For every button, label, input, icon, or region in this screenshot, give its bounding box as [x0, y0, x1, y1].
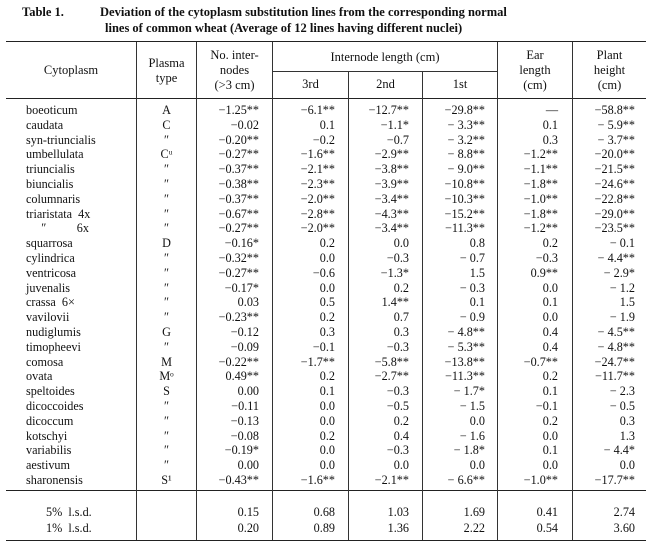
cell-ph: −20.0** [594, 147, 635, 162]
cell-i3: −1.6** [300, 473, 335, 487]
lsd-cell-ear: 0.41 [536, 505, 558, 519]
cell-ph: − 4.4** [597, 251, 635, 265]
cell-i3: −2.0** [300, 191, 335, 206]
cell-i1: 0.0 [469, 413, 485, 428]
cell-n: −0.32** [218, 251, 259, 265]
cell-i2: −3.9** [374, 177, 409, 191]
lsd-cell-ph: 3.60 [613, 521, 635, 535]
cell-i3: 0.1 [319, 117, 335, 132]
cell-i1: −11.3** [445, 369, 485, 384]
cell-i1: − 4.8** [447, 325, 485, 339]
cell-i2: −2.1** [374, 473, 409, 487]
cell-ear: 0.9** [530, 265, 558, 280]
header-plasma-type: Plasma type [148, 56, 185, 85]
cell-n: 0.03 [237, 295, 259, 310]
cell-type: ″ [163, 162, 170, 177]
cell-type: ″ [163, 177, 170, 191]
cell-i3: −0.2 [312, 132, 335, 147]
cell-n: 0.00 [237, 384, 259, 399]
cell-i1: − 0.9 [459, 310, 485, 325]
cell-n: −1.25** [218, 103, 259, 117]
cell-ear: 0.1 [542, 384, 558, 399]
cell-i2: −4.3** [374, 206, 409, 221]
cell-n: −0.38** [218, 177, 259, 191]
cell-cyto: crassa 6× [26, 295, 75, 310]
cell-i3: 0.0 [319, 251, 335, 265]
cell-ear: −1.8** [523, 206, 558, 221]
cell-i1: −11.3** [445, 221, 485, 236]
cell-ear: 0.2 [542, 369, 558, 384]
cell-i2: −5.8** [374, 354, 409, 369]
cell-cyto: ovata [26, 369, 53, 384]
cell-type: ″ [163, 458, 170, 473]
cell-ear: 0.1 [542, 295, 558, 310]
cell-type: ″ [163, 413, 170, 428]
cell-type: G [162, 325, 171, 339]
cell-i3: −2.8** [300, 206, 335, 221]
cell-type: Mᵒ [159, 369, 174, 384]
cell-type: S [163, 384, 170, 399]
lsd-cell-i1: 1.69 [463, 505, 485, 519]
cell-i1: − 1.8* [453, 443, 485, 458]
cell-ear: 0.2 [542, 413, 558, 428]
cell-i1: 0.1 [469, 295, 485, 310]
lsd-cell-i2: 1.03 [387, 505, 409, 519]
cell-ph: −29.0** [594, 206, 635, 221]
cell-i2: 0.7 [393, 310, 409, 325]
lsd-cell-i3: 0.89 [313, 521, 335, 535]
lsd-cell-n: 0.20 [237, 521, 259, 535]
cell-ph: − 0.1 [609, 236, 635, 251]
cell-n: −0.27** [218, 265, 259, 280]
cell-i1: 0.0 [469, 458, 485, 473]
cell-ear: 0.4 [542, 339, 558, 354]
cell-i1: − 0.7 [459, 251, 485, 265]
cell-i2: −0.7 [386, 132, 409, 147]
cell-i2: −0.3 [386, 443, 409, 458]
cell-i3: 0.0 [319, 399, 335, 413]
lsd-cell-label: 5% l.s.d. [46, 505, 92, 519]
cell-i3: −2.3** [300, 177, 335, 191]
cell-cyto: umbellulata [26, 147, 84, 162]
cell-i1: − 8.8** [447, 147, 485, 162]
cell-i3: 0.2 [319, 236, 335, 251]
cell-ear: −0.7** [523, 354, 558, 369]
lsd-cell-i1: 2.22 [463, 521, 485, 535]
table-bottom-rule [6, 540, 646, 541]
cell-ph: − 4.4* [603, 443, 635, 458]
cell-type: Cᵘ [160, 147, 173, 162]
cell-i2: −0.3 [386, 339, 409, 354]
cell-type: ″ [163, 428, 170, 443]
header-3rd: 3rd [302, 77, 319, 91]
cell-n: −0.27** [218, 221, 259, 236]
cell-cyto: triuncialis [26, 162, 75, 177]
cell-cyto: syn-triuncialis [26, 132, 96, 147]
cell-i1: 1.5 [469, 265, 485, 280]
caption-line-1: Deviation of the cytoplasm substitution lines from the corresponding normal [100, 5, 507, 19]
cell-i1: − 3.3** [447, 117, 485, 132]
cell-type: C [162, 117, 171, 132]
cell-i1: 0.8 [469, 236, 485, 251]
caption-label: Table 1. [22, 5, 64, 19]
cell-n: −0.09 [230, 339, 259, 354]
cell-n: −0.11 [231, 399, 259, 413]
cell-ph: − 2.9* [603, 265, 635, 280]
cell-type: D [162, 236, 171, 251]
cell-i1: −10.3** [444, 191, 485, 206]
cell-i2: 0.4 [393, 428, 409, 443]
table-caption [22, 4, 642, 36]
cell-type: ″ [163, 399, 170, 413]
cell-n: −0.37** [218, 162, 259, 177]
cell-i2: −1.3* [380, 265, 409, 280]
cell-i2: 0.2 [393, 413, 409, 428]
cell-i1: − 9.0** [447, 162, 485, 177]
cell-ph: − 1.2 [609, 280, 635, 295]
cell-ear: −1.0** [523, 191, 558, 206]
header-1st: 1st [452, 77, 468, 91]
cell-ear: — [545, 103, 558, 117]
cell-ph: −17.7** [594, 473, 635, 487]
cell-ph: −24.6** [594, 177, 635, 191]
cell-cyto: nudiglumis [26, 325, 81, 339]
lsd-cell-label: 1% l.s.d. [46, 521, 92, 535]
cell-n: −0.08 [230, 428, 259, 443]
cell-cyto: ″ 6x [26, 221, 89, 236]
header-cytoplasm: Cytoplasm [43, 63, 99, 77]
cell-i3: 0.2 [319, 428, 335, 443]
top-rule [6, 41, 646, 42]
cell-i3: 0.0 [319, 443, 335, 458]
cell-i2: −0.3 [386, 384, 409, 399]
cell-i2: 1.4** [381, 295, 409, 310]
cell-cyto: triaristata 4x [26, 206, 91, 221]
cell-i1: −29.8** [444, 103, 485, 117]
cell-i1: − 0.3 [459, 280, 485, 295]
header-plant-height: Plant height (cm) [593, 48, 626, 92]
cell-ear: −1.2** [523, 221, 558, 236]
cell-cyto: speltoides [26, 384, 75, 399]
cell-i1: − 1.7* [453, 384, 485, 399]
cell-ph: 0.0 [619, 458, 635, 473]
cell-n: 0.49** [225, 369, 259, 384]
cell-i2: −3.4** [374, 221, 409, 236]
cell-n: −0.12 [230, 325, 259, 339]
cell-i3: 0.0 [319, 413, 335, 428]
cell-i1: − 1.5 [459, 399, 485, 413]
cell-ph: 0.3 [619, 413, 635, 428]
cell-i3: 0.1 [319, 384, 335, 399]
cell-type: ″ [163, 221, 170, 236]
cell-ear: 0.0 [542, 458, 558, 473]
cell-ph: −24.7** [594, 354, 635, 369]
cell-n: −0.37** [218, 191, 259, 206]
cell-i1: −10.8** [444, 177, 485, 191]
cell-ear: −1.1** [523, 162, 558, 177]
body-bottom-rule [6, 490, 646, 491]
cell-type: ″ [163, 132, 170, 147]
cell-ear: −1.8** [523, 177, 558, 191]
cell-cyto: aestivum [26, 458, 71, 473]
cell-i3: −0.1 [312, 339, 335, 354]
cell-ph: −58.8** [594, 103, 635, 117]
cell-i3: 0.5 [319, 295, 335, 310]
cell-i3: 0.0 [319, 458, 335, 473]
cell-cyto: caudata [26, 117, 64, 132]
cell-i2: −3.8** [374, 162, 409, 177]
header-ear-length: Ear length (cm) [519, 48, 551, 92]
cell-i2: −0.3 [386, 251, 409, 265]
cell-type: ″ [163, 339, 170, 354]
cell-type: ″ [163, 295, 170, 310]
cell-type: ″ [163, 265, 170, 280]
cell-i3: 0.2 [319, 310, 335, 325]
cell-ph: −22.8** [594, 191, 635, 206]
cell-ear: −0.1 [535, 399, 558, 413]
lsd-cell-ear: 0.54 [536, 521, 558, 535]
cell-n: −0.19* [224, 443, 259, 458]
cell-ph: − 3.7** [597, 132, 635, 147]
lsd-cell-i3: 0.68 [313, 505, 335, 519]
cell-i3: −1.7** [300, 354, 335, 369]
lsd-cell-i2: 1.36 [387, 521, 409, 535]
cell-type: ″ [163, 191, 170, 206]
cell-ear: 0.1 [542, 443, 558, 458]
cell-ph: 1.5 [619, 295, 635, 310]
cell-cyto: sharonensis [26, 473, 83, 487]
cell-cyto: comosa [26, 354, 64, 369]
header-internode-length: Internode length (cm) [330, 50, 440, 64]
cell-n: −0.23** [218, 310, 259, 325]
cell-ear: −1.0** [523, 473, 558, 487]
cell-cyto: columnaris [26, 191, 81, 206]
cell-i1: −13.8** [444, 354, 485, 369]
cell-i3: −1.6** [300, 147, 335, 162]
cell-n: −0.27** [218, 147, 259, 162]
cell-n: −0.13 [230, 413, 259, 428]
cell-cyto: cylindrica [26, 251, 75, 265]
cell-i1: − 3.2** [447, 132, 485, 147]
cell-type: S¹ [161, 473, 172, 487]
cell-type: ″ [163, 251, 170, 265]
cell-cyto: dicoccum [26, 413, 74, 428]
cell-i2: 0.0 [393, 236, 409, 251]
cell-i2: 0.0 [393, 458, 409, 473]
cell-ear: 0.2 [542, 236, 558, 251]
cell-i3: 0.0 [319, 280, 335, 295]
caption-line-2: lines of common wheat (Average of 12 lines having different nuclei) [105, 21, 463, 35]
cell-n: −0.20** [218, 132, 259, 147]
cell-cyto: juvenalis [26, 280, 71, 295]
cell-ear: −1.2** [523, 147, 558, 162]
cell-i2: −2.7** [374, 369, 409, 384]
cell-cyto: ventricosa [26, 265, 77, 280]
cell-cyto: squarrosa [26, 236, 73, 251]
lsd-cell-n: 0.15 [237, 505, 259, 519]
header-bottom-rule [6, 98, 646, 99]
cell-n: −0.67** [218, 206, 259, 221]
cell-i3: −2.0** [300, 221, 335, 236]
cell-i1: − 5.3** [447, 339, 485, 354]
cell-n: 0.00 [237, 458, 259, 473]
cell-i2: −0.5 [386, 399, 409, 413]
cell-ear: 0.0 [542, 280, 558, 295]
cell-cyto: boeoticum [26, 103, 78, 117]
cell-ear: 0.0 [542, 310, 558, 325]
cell-ear: −0.3 [535, 251, 558, 265]
cell-ph: −23.5** [594, 221, 635, 236]
cell-ear: 0.0 [542, 428, 558, 443]
cell-cyto: dicoccoides [26, 399, 84, 413]
cell-cyto: timopheevi [26, 339, 81, 354]
cell-i2: −12.7** [368, 103, 409, 117]
cell-i1: − 1.6 [459, 428, 485, 443]
cell-ph: − 5.9** [597, 117, 635, 132]
lsd-cell-ph: 2.74 [613, 505, 635, 519]
cell-cyto: kotschyi [26, 428, 68, 443]
cell-ph: 1.3 [619, 428, 635, 443]
cell-ph: − 4.5** [597, 325, 635, 339]
cell-n: −0.43** [218, 473, 259, 487]
cell-ear: 0.4 [542, 325, 558, 339]
cell-ph: −11.7** [595, 369, 635, 384]
cell-i3: −2.1** [300, 162, 335, 177]
cell-i2: 0.2 [393, 280, 409, 295]
cell-n: −0.02 [230, 117, 259, 132]
cell-cyto: biuncialis [26, 177, 74, 191]
cell-i2: −3.4** [374, 191, 409, 206]
cell-type: ″ [163, 280, 170, 295]
cell-ear: 0.3 [542, 132, 558, 147]
cell-type: ″ [163, 310, 170, 325]
cell-type: A [162, 103, 171, 117]
cell-i3: 0.3 [319, 325, 335, 339]
cell-i2: −1.1* [380, 117, 409, 132]
cell-ph: − 4.8** [597, 339, 635, 354]
header-2nd: 2nd [376, 77, 395, 91]
cell-ph: −21.5** [594, 162, 635, 177]
cell-i3: 0.2 [319, 369, 335, 384]
cell-type: ″ [163, 443, 170, 458]
cell-ph: − 2.3 [609, 384, 635, 399]
cell-cyto: variabilis [26, 443, 72, 458]
header-internodes: No. inter- nodes (>3 cm) [210, 48, 259, 92]
cell-ph: − 0.5 [609, 399, 635, 413]
cell-i1: −15.2** [444, 206, 485, 221]
cell-i2: −2.9** [374, 147, 409, 162]
internode-subheader-rule [272, 71, 497, 72]
cell-i2: 0.3 [393, 325, 409, 339]
cell-type: M [161, 354, 172, 369]
cell-cyto: vavilovii [26, 310, 70, 325]
cell-n: −0.17* [224, 280, 259, 295]
cell-n: −0.16* [224, 236, 259, 251]
cell-ph: − 1.9 [609, 310, 635, 325]
cell-ear: 0.1 [542, 117, 558, 132]
cell-i3: −6.1** [300, 103, 335, 117]
cell-i3: −0.6 [312, 265, 335, 280]
cell-i1: − 6.6** [447, 473, 485, 487]
cell-type: ″ [163, 206, 170, 221]
cell-n: −0.22** [218, 354, 259, 369]
